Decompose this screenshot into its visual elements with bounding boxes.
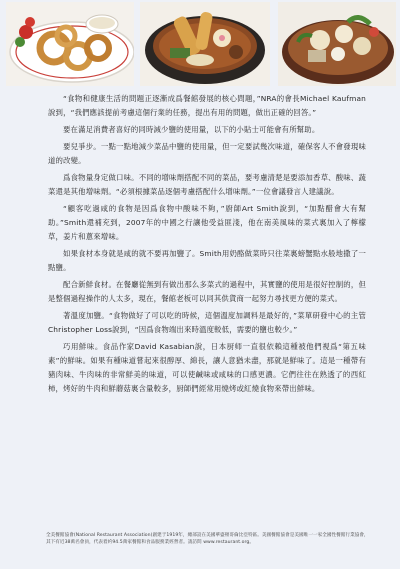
photo-strip	[6, 2, 396, 86]
oden-hot-pot-photo	[278, 2, 396, 86]
paragraph: 巧用鮮味。食品作家David Kasabian說，日本厨师一直很依賴這種被他們視爲“第五味素”的鮮味。如果有種味道嘗起來很醇厚、綿長，讓人意猶未盡，那就是鮮味了。這是一種帶有豬肉味、牛肉味的非常鮮美的味道，可以使鹹味或咸味的口感更濃。它們往往在熟透了的西紅柿，烤好的牛肉和鮮蘑菇裏含量較多，厨師們經常用燒烤或紅燒食物來帶出鮮味。	[48, 342, 366, 393]
paragraph: 配合新鮮食材。在餐廳從無到有做出那么多菜式的過程中，其實鹽的使用是很好控制的，但是整個過程操作的人太多，現在，餐館老板可以同其供貨商一起努力尋找更方便的菜式。	[48, 280, 366, 303]
fried-calamari-dish-photo	[6, 2, 134, 86]
paragraph: 爲食物量身定做口味。不同的增味劑搭配不同的菜品，要考慮清楚是要添加香草、酸味、蔬菜還是其他增味劑。“必須根據菜品逐個考慮搭配什么增味劑。”一位會議發言人建議說。	[48, 173, 366, 196]
tempura-udon-bowl-photo	[140, 2, 270, 86]
paragraph: “顧客吃過咸的食物是因爲食物中酸味不夠，”廚師Art Smith說到，“加點醋會大有幫助。”Smith還補充到，2007年的中國之行讓他受益匪淺，他在南美風味的菜式裏加入了檸檬草，姜片和蔥來增味。	[48, 204, 366, 241]
footnote: 全美餐館協會(National Restaurant Association)創建于1919年，總部設在美國華盛頓哥倫比亞特區。美國餐館協會是美國唯一一家全國性餐館行業協會，其下有近38萬名會員，代表着約94.5萬家餐館和食品服務業經營者。請訪問 www.restaurant.org。	[46, 533, 369, 545]
paragraph: 要兒爭步。一點一點地減少菜品中鹽的使用量，但一定要試幾次味道，確保客人不會發現味道的改變。	[48, 142, 366, 165]
paragraph: 著溫度加鹽。“食物做好了可以吃的時候，這個溫度加調料是最好的，”菜單研發中心的主管Christopher Loss說到，“因爲食物端出來時溫度較低，需要的鹽也較少。”	[48, 311, 366, 334]
paragraph: “食物和健康生活的問題正逐漸成爲餐館發展的核心問題，”NRA的會長Michael Kaufman說到，“我們應該提前考慮這個行業的任務，提出有用的問題，做出正確的回答。”	[48, 94, 366, 117]
paragraph: 如果食材本身就是咸的就不要再加鹽了。Smith用奶酪做菜時只往菜裏螃蟹點水般地撒了一點鹽。	[48, 249, 366, 272]
article-body	[48, 92, 366, 399]
paragraph: 要在滿足消費者喜好的同時減少鹽的使用量，以下的小貼士可能會有所幫助。	[63, 125, 320, 134]
